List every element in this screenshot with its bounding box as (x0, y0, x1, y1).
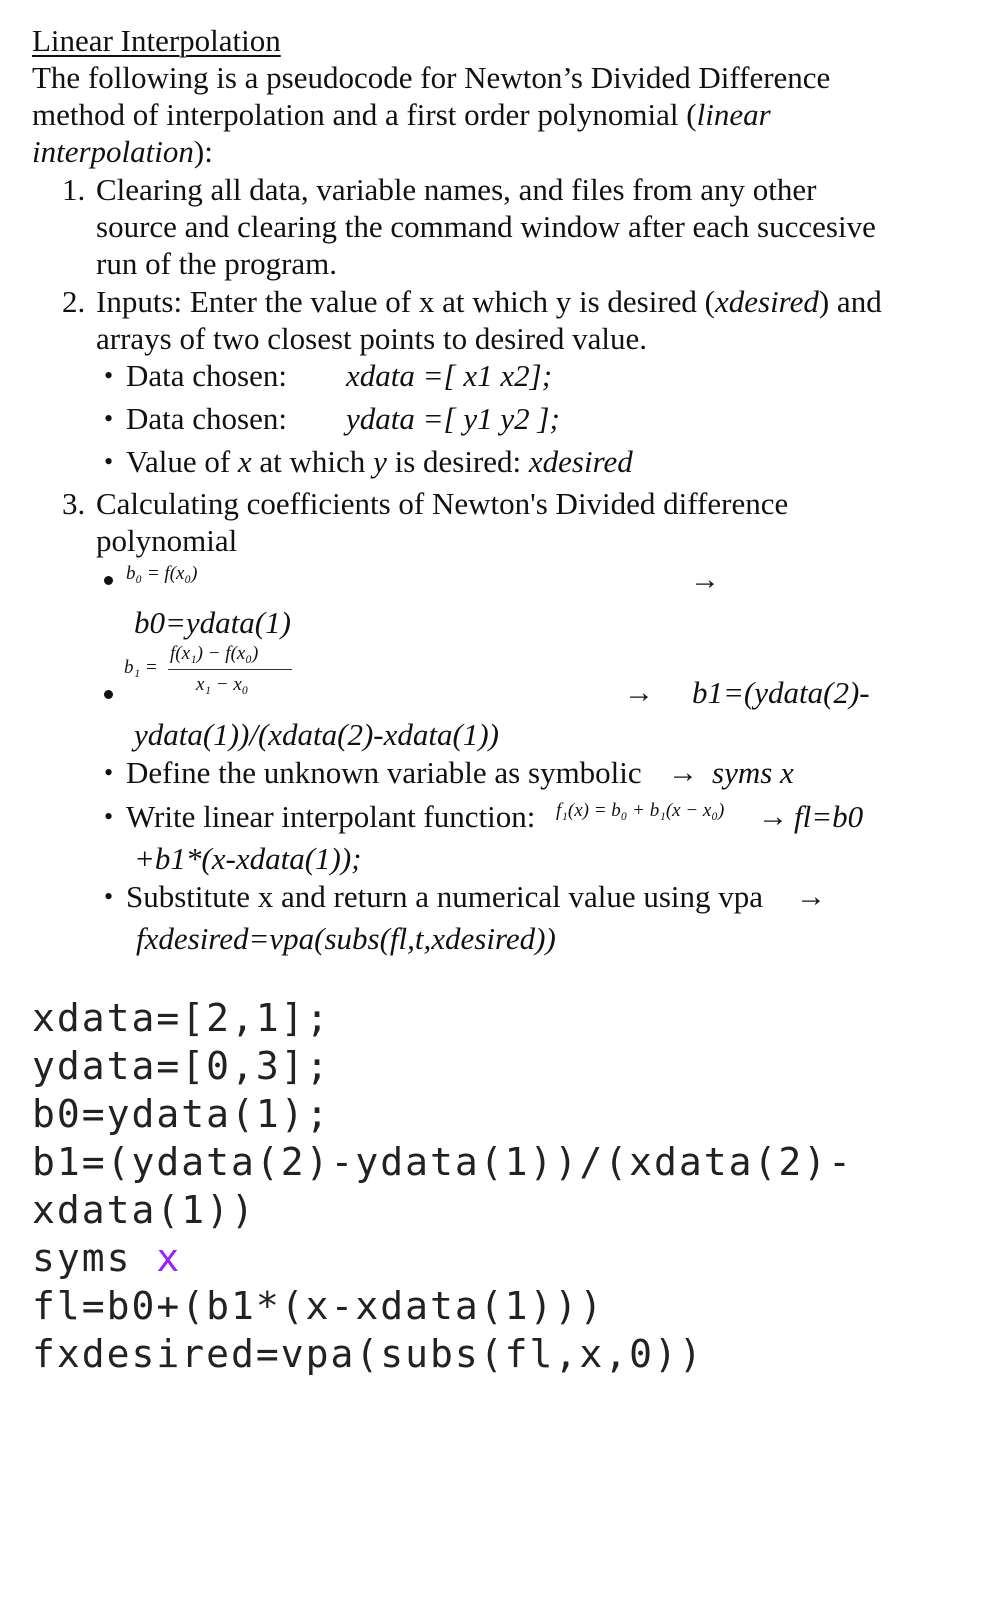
step-1-number: 1. (62, 172, 86, 207)
heading: Linear Interpolation (32, 23, 281, 58)
define-symbolic-code: syms x (712, 755, 794, 790)
bullet-dot: • (104, 404, 114, 433)
bullet-ydata-value: ydata =[ y1 y2 ]; (346, 401, 560, 436)
define-symbolic-text: Define the unknown variable as symbolic (126, 755, 642, 790)
b0-arrow: → (690, 563, 720, 596)
b0-formula: b₀ = f(x₀) (126, 563, 198, 584)
bullet-dot: • (104, 882, 114, 911)
step-3-number: 3. (62, 486, 86, 521)
substitute-code: fxdesired=vpa(subs(fl,t,xdesired)) (136, 921, 556, 956)
bullet-dot: • (104, 447, 114, 476)
bullet-xdesired: Value of x at which y is desired: xdesired (126, 444, 633, 479)
b1-arrow: → (624, 676, 654, 709)
bullet-dot: • (104, 361, 114, 390)
code-line-4: b1=(ydata(2)-ydata(1))/(xdata(2)- (32, 1140, 853, 1184)
intro-line-1: The following is a pseudocode for Newton’s Divided Difference (32, 60, 831, 95)
step-1-line-1: Clearing all data, variable names, and files from any other (96, 172, 817, 207)
bullet-dot (104, 576, 113, 585)
step-1-line-3: run of the program. (96, 246, 338, 281)
b1-denominator: x₁ − x₀ (196, 674, 249, 695)
b1-fraction-bar (168, 669, 292, 670)
write-function-text: Write linear interpolant function: (126, 799, 536, 834)
substitute-arrow: → (796, 880, 826, 913)
step-3-line-1: Calculating coefficients of Newton's Divided difference (96, 486, 789, 521)
b1-numerator: f(x₁) − f(x₀) (170, 643, 259, 664)
b1-code-b: ydata(1))/(xdata(2)-xdata(1)) (134, 717, 499, 752)
b1-code-a: b1=(ydata(2)- (692, 675, 870, 710)
bullet-xdata-label: Data chosen: (126, 358, 287, 393)
step-2-number: 2. (62, 284, 86, 319)
bullet-ydata-label: Data chosen: (126, 401, 287, 436)
bullet-dot: • (104, 802, 114, 831)
step-3-line-2: polynomial (96, 523, 238, 558)
code-symbolic-var: x (156, 1236, 182, 1280)
write-function-code-b: +b1*(x-xdata(1)); (134, 841, 362, 876)
code-line-2: ydata=[0,3]; (32, 1044, 331, 1088)
bullet-xdata-value: xdata =[ x1 x2]; (346, 358, 553, 393)
intro-line-2: method of interpolation and a first order polynomial (linear (32, 97, 771, 132)
intro-line-3: interpolation): (32, 134, 213, 169)
substitute-text: Substitute x and return a numerical value using vpa (126, 879, 764, 914)
define-symbolic-arrow: → (668, 756, 698, 789)
code-keyword-syms: syms (32, 1236, 132, 1280)
step-1-line-2: source and clearing the command window after each succesive (96, 209, 876, 244)
b1-lhs: b₁ = (124, 657, 158, 678)
code-line-3: b0=ydata(1); (32, 1092, 331, 1136)
code-line-7: fl=b0+(b1*(x-xdata(1))) (32, 1284, 605, 1328)
bullet-dot (104, 690, 113, 699)
write-function-code-a: fl=b0 (794, 799, 864, 834)
step-2-line-2: arrays of two closest points to desired value. (96, 321, 647, 356)
code-line-6 (32, 1234, 181, 1283)
write-function-arrow: → (758, 800, 788, 833)
write-function-formula: f₁(x) = b₀ + b₁(x − x₀) (556, 800, 725, 821)
code-line-8: fxdesired=vpa(subs(fl,x,0)) (32, 1332, 704, 1376)
code-line-1: xdata=[2,1]; (32, 996, 331, 1040)
bullet-dot: • (104, 758, 114, 787)
code-line-5: xdata(1)) (32, 1188, 256, 1232)
b0-code: b0=ydata(1) (134, 605, 291, 640)
step-2-line-1: Inputs: Enter the value of x at which y is desired (xdesired) and (96, 284, 882, 319)
